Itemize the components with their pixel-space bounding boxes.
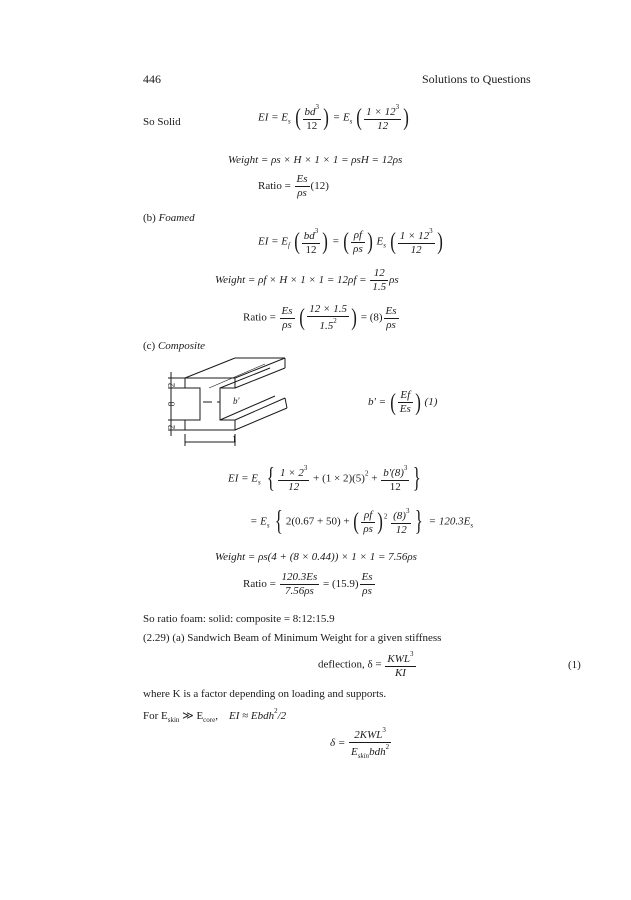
delta-equation: δ = $\frac{2KWL^3}{E_{skin}bdh^2}$ [330, 726, 390, 760]
running-title: Solutions to Questions [422, 72, 531, 86]
dim-mid-label: 8 [166, 401, 177, 407]
composite-weight: Weight = ρs(4 + (8 × 0.44)) × 1 × 1 = 7.56ρs [215, 551, 417, 563]
solid-ratio: Ratio = $\frac{Es}{\rho s}$ (12) [258, 173, 329, 199]
equation-number-1: (1) [568, 659, 581, 671]
question-2-29-heading: (2.29) (a) Sandwich Beam of Minimum Weight for a given stiffness [143, 632, 442, 644]
ibeam-front-outline [185, 378, 235, 430]
composite-label: (c) Composite [143, 340, 206, 352]
composite-ibeam-diagram [165, 356, 325, 456]
composite-ratio: Ratio = $\frac{120.3Es}{7.56\rho s}$ = (15.9) $\frac{Es}{\rho s}$ [243, 571, 373, 597]
foamed-weight: Weight = ρf × H × 1 × 1 = 12ρf = $\frac{12}{1.5}$ ρs [215, 267, 399, 293]
where-text: where K is a factor depending on loading and supports. [143, 688, 387, 700]
b-prime-label: b' [233, 396, 240, 406]
dim-top-label: 2 [166, 382, 177, 388]
foamed-ei-equation: EI = $E_f$ ( $\frac{bd^3}{12}$ ) = ( $\frac{\rho f}{\rho s}$ ) $E_s$ ( $\frac{1 \times 12^3}{12}$ ) [258, 227, 443, 256]
solid-ei-equation: EI = $E_s$ ( $\frac{bd^3}{12}$ ) = $E_s$ ( $\frac{1 \times 12^3}{12}$ ) [258, 103, 409, 132]
solid-weight: Weight = ρs × H × 1 × 1 = ρsH = 12ρs [228, 154, 403, 166]
for-text: For $E_{skin}$ ≫ $E_{core}$, EI ≈ Ebdh$^2$/2 [143, 707, 287, 724]
composite-bprime-equation: b' = ( $\frac{Ef}{Es}$ ) (1) [368, 389, 438, 416]
dim-bot-label: 2 [166, 424, 177, 430]
page-number: 446 [143, 72, 161, 86]
deflection-equation: deflection, δ = $\frac{KWL^3}{KI}$ [318, 650, 414, 679]
composite-ei-line2: = $E_s$ { 2(0.67 + 50) + ( $\frac{\rho f}{\rho s}$ )$^2$ $\frac{(8)^3}{12}$ } = $120.3E_s$ [250, 506, 474, 537]
foamed-label: (b) Foamed [143, 212, 195, 224]
composite-ei-line1: EI = $E_s$ { $\frac{1 \times 2^3}{12}$ + $(1 \times 2)(5)^2$ + $\frac{b'(8)^3}{12}$ } [228, 463, 422, 494]
foamed-ratio: Ratio = $\frac{Es}{\rho s}$ ( $\frac{12 \times 1.5}{1.5^2}$ ) = (8) $\frac{Es}{\rho s}$ [243, 303, 397, 332]
ratio-summary: So ratio foam: solid: composite = 8:12:15.9 [143, 613, 335, 625]
dim-width-label: 1 [232, 434, 237, 444]
solid-label: So Solid [143, 116, 181, 128]
